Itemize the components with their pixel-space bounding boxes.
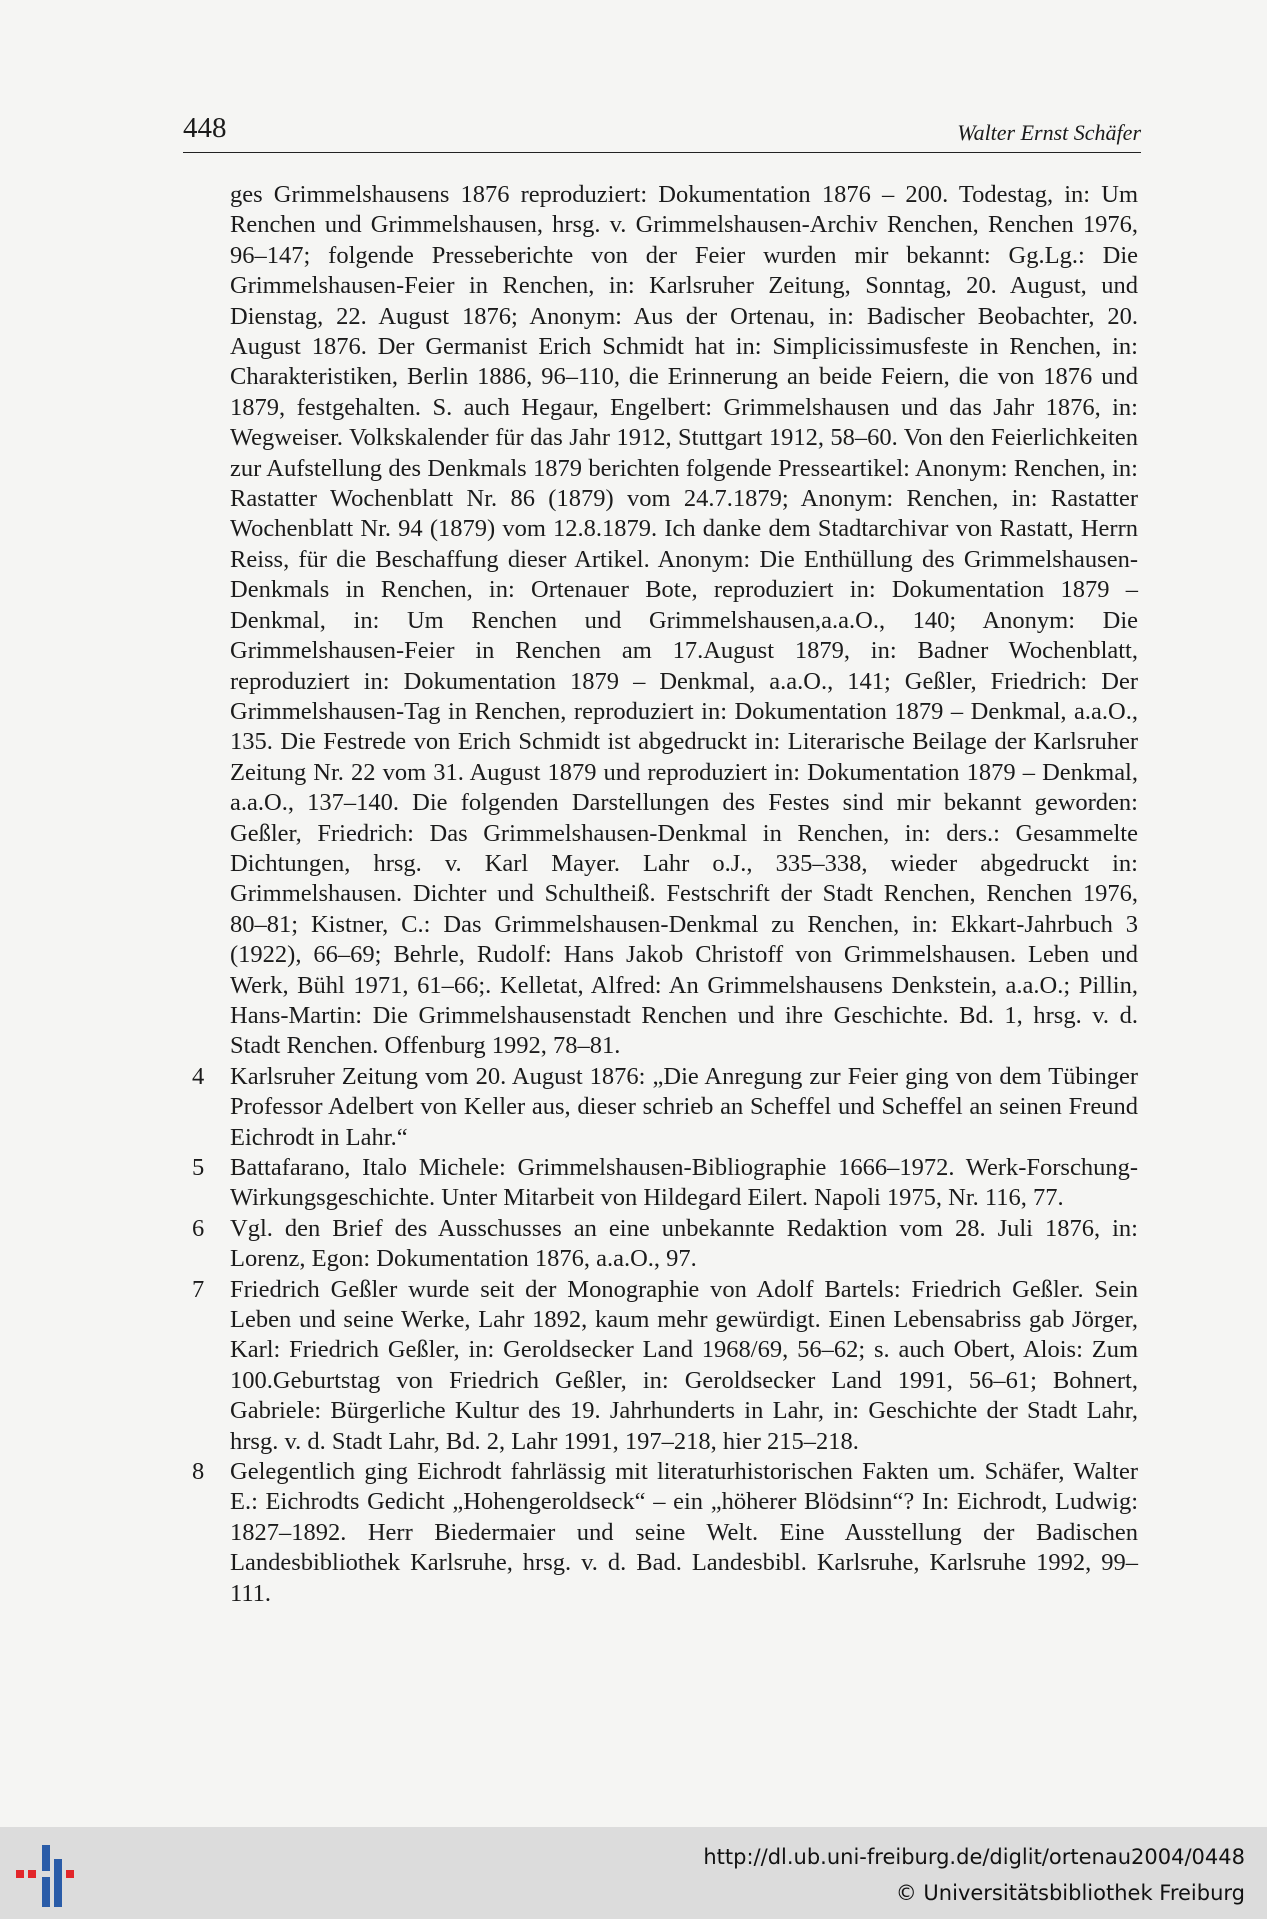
- page-number: 448: [183, 112, 227, 144]
- footnote-number: 5: [192, 1154, 205, 1181]
- page-header: [183, 108, 1141, 153]
- footnote-text: Battafarano, Italo Michele: Grimmelshausen-Bibliographie 1666–1972. Werk-Forschung-Wirkungsgeschichte. Unter Mitarbeit von Hildegard Eilert. Napoli 1975, Nr. 116, 77.: [230, 1154, 1138, 1212]
- footnote-number: 7: [192, 1275, 205, 1303]
- footnote-7: [192, 1275, 1138, 1457]
- footnote-text: Vgl. den Brief des Ausschusses an eine unbekannte Redaktion vom 28. Juli 1876, in: Lorenz, Egon: Dokumentation 1876, a.a.O., 97.: [230, 1214, 1138, 1273]
- footnote-number: 8: [192, 1458, 205, 1486]
- footnote-5: [192, 1153, 1138, 1214]
- footnote-4: [192, 1062, 1138, 1153]
- footnote-list: [192, 1062, 1138, 1609]
- viewer-footer: [0, 1827, 1267, 1919]
- running-head: Walter Ernst Schäfer: [957, 120, 1141, 145]
- footnote-text: Karlsruher Zeitung vom 20. August 1876: „Die Anregung zur Feier ging von dem Tübinger Professor Adelbert von Keller aus, dieser schrieb an Scheffel und Scheffel an seinen Freund Eichrodt in Lahr.“: [230, 1062, 1138, 1151]
- footnotes-block: [192, 180, 1138, 1609]
- footnote-text: Gelegentlich ging Eichrodt fahrlässig mit literaturhistorischen Fakten um. Schäfer, Walter E.: Eichrodts Gedicht „Hohengeroldseck“ – ein „höherer Blödsinn“? In: Eichrodt, Ludwig: 1827–1892. Herr Biedermaier und seine Welt. Eine Ausstellung der Badischen Landesbibliothek Karlsruhe, hrsg. v. d. Bad. Landesbibl. Karlsruhe, Karlsruhe 1992, 99–111.: [230, 1458, 1138, 1607]
- copyright-notice: © Universitätsbibliothek Freiburg: [895, 1881, 1245, 1905]
- footnote-number: 4: [192, 1062, 205, 1090]
- footnote-6: [192, 1214, 1138, 1275]
- footnote-continuation: ges Grimmelshausens 1876 reproduziert: Dokumentation 1876 – 200. Todestag, in: Um Renchen und Grimmelshausen, hrsg. v. Grimmelshausen-Archiv Renchen, Renchen 1976, 96–147; folgende Presseberichte von der Feier wurden mir bekannt: Gg.Lg.: Die Grimmelshausen-Feier in Renchen, in: Karlsruher Zeitung, Sonntag, 20. August, und Dienstag, 22. August 1876; Anonym: Aus der Ortenau, in: Badischer Beobachter, 20. August 1876. Der Germanist Erich Schmidt hat in: Simplicissimusfeste in Renchen, in: Charakteristiken, Berlin 1886, 96–110, die Erinnerung an beide Feiern, die von 1876 und 1879, festgehalten. S. auch Hegaur, Engelbert: Grimmelshausen und das Jahr 1876, in: Wegweiser. Volkskalender für das Jahr 1912, Stuttgart 1912, 58–60. Von den Feierlichkeiten zur Aufstellung des Denkmals 1879 berichten folgende Presseartikel: Anonym: Renchen, in: Rastatter Wochenblatt Nr. 86 (1879) vom 24.7.1879; Anonym: Renchen, in: Rastatter Wochenblatt Nr. 94 (1879) vom 12.8.1879. Ich danke dem Stadtarchivar von Rastatt, Herrn Reiss, für die Beschaffung dieser Artikel. Anonym: Die Enthüllung des Grimmelshausen-Denkmals in Renchen, in: Ortenauer Bote, reproduziert in: Dokumentation 1879 – Denkmal, in: Um Renchen und Grimmelshausen,a.a.O., 140; Anonym: Die Grimmelshausen-Feier in Renchen am 17.August 1879, in: Badner Wochenblatt, reproduziert in: Dokumentation 1879 – Denkmal, a.a.O., 141; Geßler, Friedrich: Der Grimmelshausen-Tag in Renchen, reproduziert in: Dokumentation 1879 – Denkmal, a.a.O., 135. Die Festrede von Erich Schmidt ist abgedruckt in: Literarische Beilage der Karlsruher Zeitung Nr. 22 vom 31. August 1879 und reproduziert in: Dokumentation 1879 – Denkmal, a.a.O., 137–140. Die folgenden Darstellungen des Festes sind mir bekannt geworden: Geßler, Friedrich: Das Grimmelshausen-Denkmal in Renchen, in: ders.: Gesammelte Dichtungen, hrsg. v. Karl Mayer. Lahr o.J., 335–338, wieder abgedruckt in: Grimmelshausen. Dichter und Schultheiß. Festschrift der Stadt Renchen, Renchen 1976, 80–81; Kistner, C.: Das Grimmelshausen-Denkmal zu Renchen, in: Ekkart-Jahrbuch 3 (1922), 66–69; Behrle, Rudolf: Hans Jakob Christoff von Grimmelshausen. Leben und Werk, Bühl 1971, 61–66;. Kelletat, Alfred: An Grimmelshausens Denkstein, a.a.O.; Pillin, Hans-Martin: Die Grimmelshausenstadt Renchen und ihre Geschichte. Bd. 1, hrsg. v. d. Stadt Renchen. Offenburg 1992, 78–81.: [230, 181, 1138, 1060]
- footnote-number: 6: [192, 1214, 205, 1242]
- ub-freiburg-logo-icon: [16, 1837, 80, 1909]
- footnote-8: [192, 1457, 1138, 1609]
- permalink-url[interactable]: http://dl.ub.uni-freiburg.de/diglit/ortenau2004/0448: [703, 1845, 1245, 1869]
- footnote-text: Friedrich Geßler wurde seit der Monographie von Adolf Bartels: Friedrich Geßler. Sein Leben und seine Werke, Lahr 1892, kaum mehr gewürdigt. Einen Lebensabriss gab Jörger, Karl: Friedrich Geßler, in: Geroldsecker Land 1968/69, 56–62; s. auch Obert, Alois: Zum 100.Geburtstag von Friedrich Geßler, in: Geroldsecker Land 1991, 56–61; Bohnert, Gabriele: Bürgerliche Kultur des 19. Jahrhunderts in Lahr, in: Geschichte der Stadt Lahr, hrsg. v. d. Stadt Lahr, Bd. 2, Lahr 1991, 197–218, hier 215–218.: [230, 1275, 1138, 1455]
